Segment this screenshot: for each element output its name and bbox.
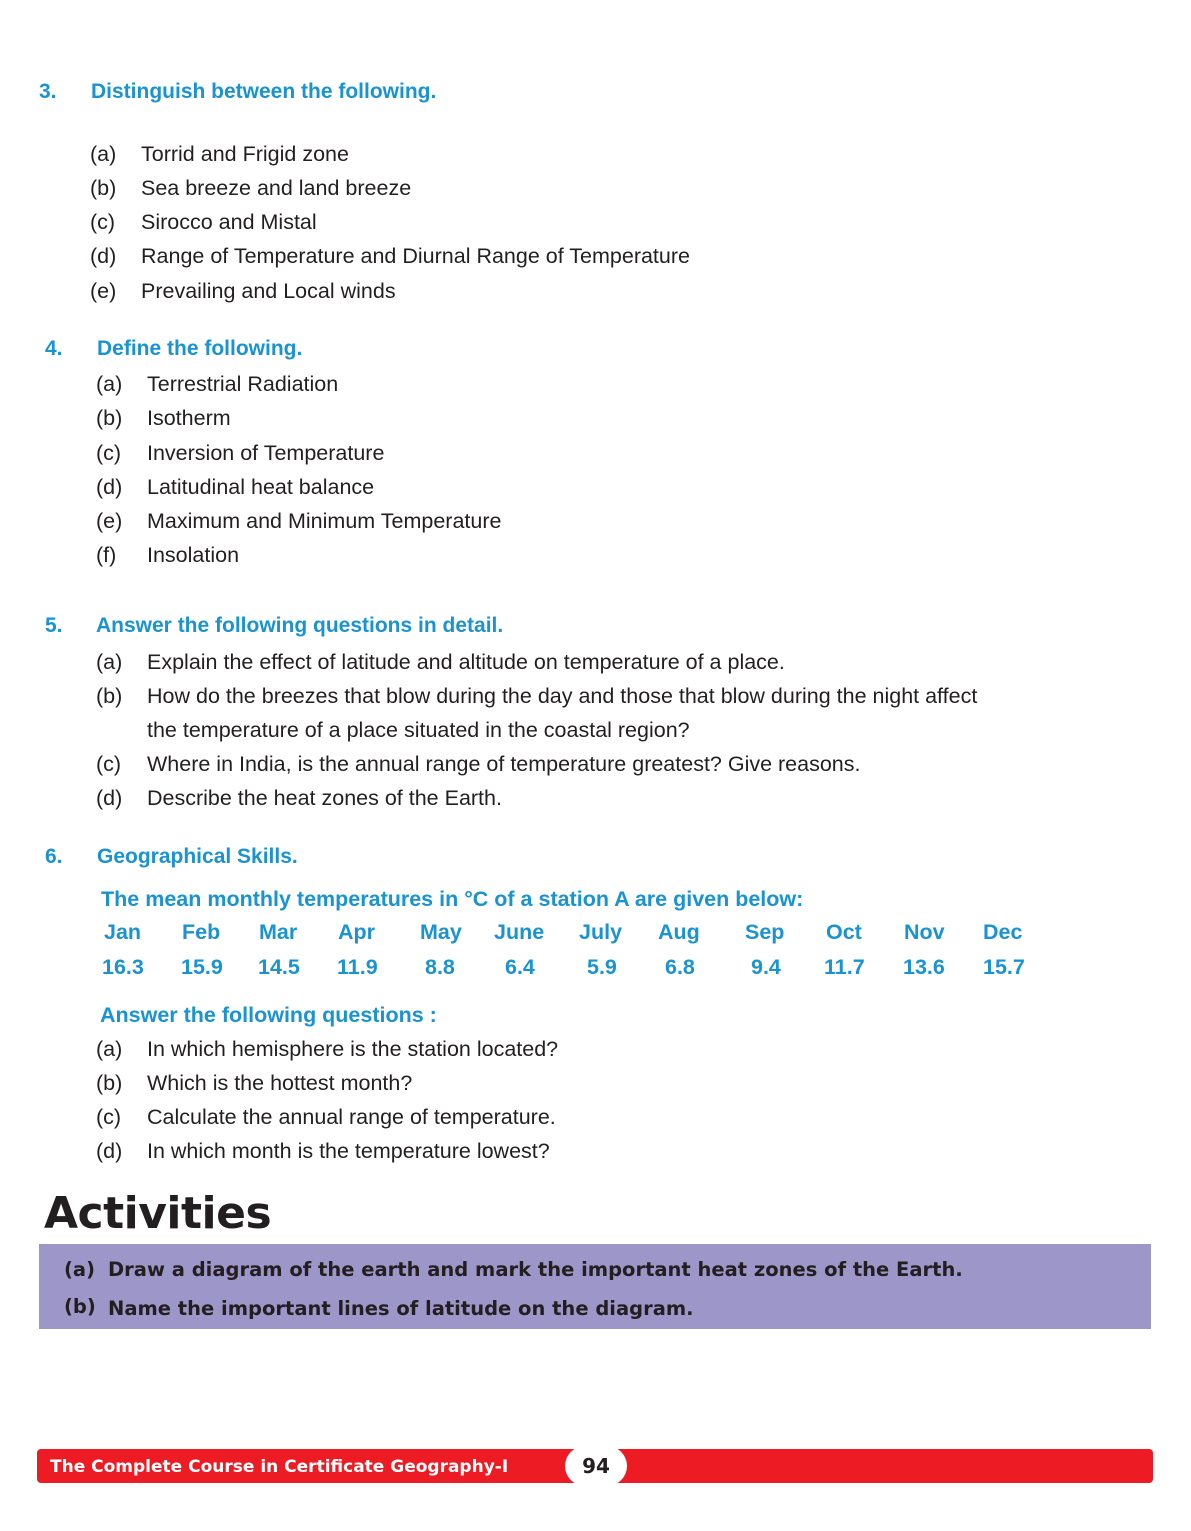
q3-number: 3.	[39, 80, 57, 103]
item-label: (a)	[96, 1037, 123, 1061]
item-text: Prevailing and Local winds	[141, 279, 396, 303]
item-label: (f)	[96, 543, 117, 567]
table-cell: 14.5	[258, 955, 300, 979]
item-text: Sea breeze and land breeze	[141, 176, 412, 200]
item-label: (b)	[96, 406, 123, 430]
table-cell: 6.4	[505, 955, 535, 979]
q3-heading: Distinguish between the following.	[91, 80, 437, 103]
item-label: (d)	[90, 244, 117, 268]
table-header-cell: June	[494, 920, 545, 944]
table-header-cell: Aug	[658, 920, 700, 944]
table-cell: 11.7	[824, 955, 865, 979]
activity-label: (b)	[64, 1295, 96, 1318]
item-label: (d)	[96, 475, 123, 499]
item-label: (a)	[96, 650, 123, 674]
activity-text: Draw a diagram of the earth and mark the important heat zones of the Earth.	[108, 1258, 963, 1281]
table-cell: 6.8	[665, 955, 695, 979]
q6-heading: Geographical Skills.	[97, 845, 298, 868]
table-cell: 15.7	[983, 955, 1025, 979]
item-text: Maximum and Minimum Temperature	[147, 509, 502, 533]
item-text: Describe the heat zones of the Earth.	[147, 786, 502, 810]
item-label: (b)	[90, 176, 117, 200]
activities-title: Activities	[44, 1188, 272, 1239]
table-header-cell: Mar	[259, 920, 298, 944]
activity-label: (a)	[64, 1258, 95, 1281]
table-header-cell: Nov	[904, 920, 945, 944]
q5-heading: Answer the following questions in detail.	[96, 614, 504, 637]
item-text: Calculate the annual range of temperature.	[147, 1105, 556, 1129]
item-label: (d)	[96, 1139, 123, 1163]
item-label: (e)	[90, 279, 117, 303]
item-text: Explain the effect of latitude and altitude on temperature of a place.	[147, 650, 785, 674]
activity-text: Name the important lines of latitude on the diagram.	[108, 1297, 694, 1320]
table-header-cell: Jan	[104, 920, 142, 944]
q6-intro: The mean monthly temperatures in °C of a station A are given below:	[101, 887, 804, 911]
table-header-cell: Dec	[983, 920, 1023, 944]
page-number: 94	[565, 1446, 627, 1486]
item-text: Where in India, is the annual range of temperature greatest? Give reasons.	[147, 752, 861, 776]
q6-number: 6.	[45, 845, 63, 868]
item-text: Torrid and Frigid zone	[141, 142, 349, 166]
item-text: Insolation	[147, 543, 240, 567]
table-cell: 16.3	[102, 955, 144, 979]
table-header-cell: Apr	[338, 920, 376, 944]
q4-number: 4.	[45, 337, 63, 360]
table-header-cell: Oct	[826, 920, 862, 944]
table-header-cell: Feb	[182, 920, 221, 944]
table-cell: 11.9	[337, 955, 378, 979]
table-cell: 13.6	[903, 955, 945, 979]
item-text: Inversion of Temperature	[147, 441, 385, 465]
item-label: (c)	[96, 1105, 122, 1129]
q6-subheading: Answer the following questions :	[100, 1003, 437, 1027]
item-label: (c)	[96, 752, 122, 776]
table-header-cell: July	[579, 920, 623, 944]
item-label: (c)	[96, 441, 122, 465]
item-label: (a)	[90, 142, 117, 166]
table-cell: 8.8	[425, 955, 455, 979]
table-cell: 15.9	[181, 955, 223, 979]
table-header-cell: Sep	[745, 920, 785, 944]
table-cell: 9.4	[751, 955, 781, 979]
item-text: Sirocco and Mistal	[141, 210, 317, 234]
table-header-cell: May	[420, 920, 462, 944]
q5-number: 5.	[45, 614, 63, 637]
item-label: (d)	[96, 786, 123, 810]
item-label: (a)	[96, 372, 123, 396]
item-text: How do the breezes that blow during the day and those that blow during the night affect	[147, 684, 978, 708]
item-label: (c)	[90, 210, 116, 234]
item-text: the temperature of a place situated in the coastal region?	[147, 718, 690, 742]
item-text: In which hemisphere is the station located?	[147, 1037, 559, 1061]
item-text: Terrestrial Radiation	[147, 372, 339, 396]
q4-heading: Define the following.	[97, 337, 303, 360]
item-text: Which is the hottest month?	[147, 1071, 413, 1095]
item-text: In which month is the temperature lowest?	[147, 1139, 550, 1163]
item-label: (b)	[96, 684, 123, 708]
item-text: Latitudinal heat balance	[147, 475, 375, 499]
item-label: (b)	[96, 1071, 123, 1095]
table-cell: 5.9	[587, 955, 617, 979]
item-text: Range of Temperature and Diurnal Range of Temperature	[141, 244, 690, 268]
item-text: Isotherm	[147, 406, 231, 430]
footer-book-title: The Complete Course in Certificate Geography-I	[50, 1457, 509, 1477]
item-label: (e)	[96, 509, 123, 533]
